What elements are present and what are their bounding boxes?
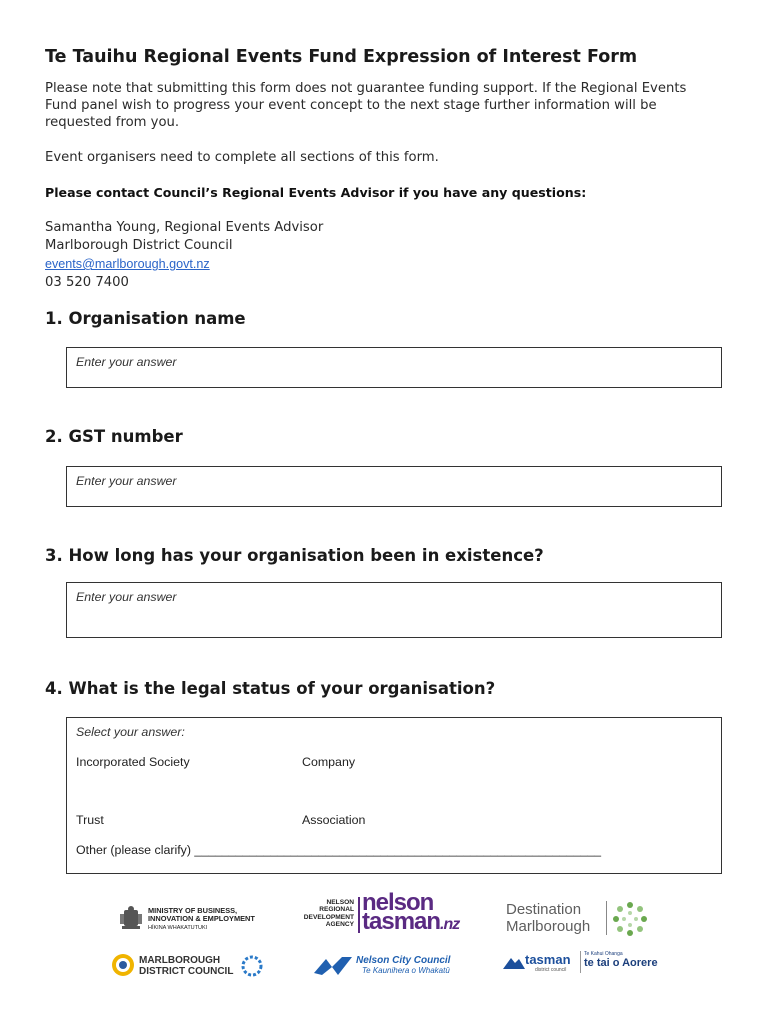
mdc-text: DISTRICT COUNCIL	[139, 966, 234, 977]
tdc-sub-text: district council	[535, 967, 567, 973]
question-3-title: 3. How long has your organisation been in existence?	[45, 546, 544, 565]
contact-phone: 03 520 7400	[45, 275, 129, 290]
question-2-title: 2. GST number	[45, 427, 183, 446]
marlborough-district-council-logo	[111, 953, 234, 982]
tta-text: te tai o Aorere	[584, 957, 658, 969]
mbie-text: MINISTRY OF BUSINESS,	[148, 906, 238, 915]
form-title: Te Tauihu Regional Events Fund Expression of Interest Form	[45, 47, 638, 67]
intro-paragraph	[45, 80, 735, 131]
option-trust[interactable]: Trust	[76, 813, 104, 827]
organisation-name-input[interactable]	[66, 347, 722, 388]
organisation-existence-input[interactable]	[66, 582, 722, 638]
nelson-wordmark: nelson	[362, 889, 434, 916]
placeholder-text: Enter your answer	[76, 474, 177, 488]
nrda-text: DEVELOPMENT	[303, 913, 354, 921]
option-company[interactable]: Company	[302, 755, 356, 769]
contact-org: Marlborough District Council	[45, 238, 233, 253]
intro-line: Fund panel wish to progress your event concept to the next stage further information will be	[45, 98, 657, 113]
contact-name: Samantha Young, Regional Events Advisor	[45, 220, 324, 235]
tasman-wordmark: tasman	[362, 908, 441, 935]
ncc-maori-text: Te Kaunihera o Whakatū	[362, 966, 450, 975]
nelson-city-council-logo	[312, 955, 451, 982]
tdc-text: tasman	[525, 952, 571, 967]
select-prompt: Select your answer:	[76, 725, 185, 739]
ncc-text: Nelson City Council	[356, 955, 451, 966]
contact-heading: Please contact Council’s Regional Events Advisor if you have any questions:	[45, 185, 587, 200]
mbie-logo	[118, 905, 255, 936]
dot-flower-icon	[612, 901, 648, 937]
gst-number-input[interactable]	[66, 466, 722, 507]
question-4-title: 4. What is the legal status of your organisation?	[45, 679, 496, 698]
option-incorporated-society[interactable]: Incorporated Society	[76, 755, 190, 769]
contact-email-link[interactable]: events@marlborough.govt.nz	[45, 257, 210, 271]
mdc-sun-icon	[111, 953, 135, 977]
mbie-maori-text: HĪKINA WHAKATUTUKI	[148, 924, 208, 931]
intro-line: Please note that submitting this form does not guarantee funding support. If the Regional Events	[45, 81, 687, 96]
tta-small-text: Te Kahui Ohanga	[584, 951, 623, 957]
mdc-text: MARLBOROUGH	[139, 955, 221, 966]
placeholder-text: Enter your answer	[76, 355, 177, 369]
nrda-text: NELSON	[326, 899, 354, 906]
nrda-text: REGIONAL	[319, 906, 354, 914]
nz-wordmark: .nz	[440, 916, 460, 933]
destination-marlborough-logo	[506, 901, 590, 935]
nrda-text: AGENCY	[325, 921, 354, 929]
destination-text: Destination	[506, 901, 582, 918]
intro-line: requested from you.	[45, 115, 180, 130]
option-association[interactable]: Association	[302, 813, 366, 827]
contact-block	[45, 219, 323, 292]
option-other[interactable]: Other (please clarify) ___________________________________________________________	[76, 843, 602, 857]
mdc-badge-icon	[241, 955, 263, 977]
marlborough-text: Marlborough	[506, 918, 591, 935]
question-1-title: 1. Organisation name	[45, 309, 246, 328]
legal-status-select[interactable]	[66, 717, 722, 874]
placeholder-text: Enter your answer	[76, 590, 177, 604]
ncc-wave-icon	[312, 955, 354, 977]
sponsor-logos	[0, 889, 770, 995]
instruction-text: Event organisers need to complete all sections of this form.	[45, 150, 439, 165]
nz-crest-icon	[118, 905, 144, 931]
tasman-district-council-logo	[503, 951, 658, 976]
mbie-text: INNOVATION & EMPLOYMENT	[148, 914, 255, 924]
tdc-mountain-icon	[503, 955, 525, 971]
